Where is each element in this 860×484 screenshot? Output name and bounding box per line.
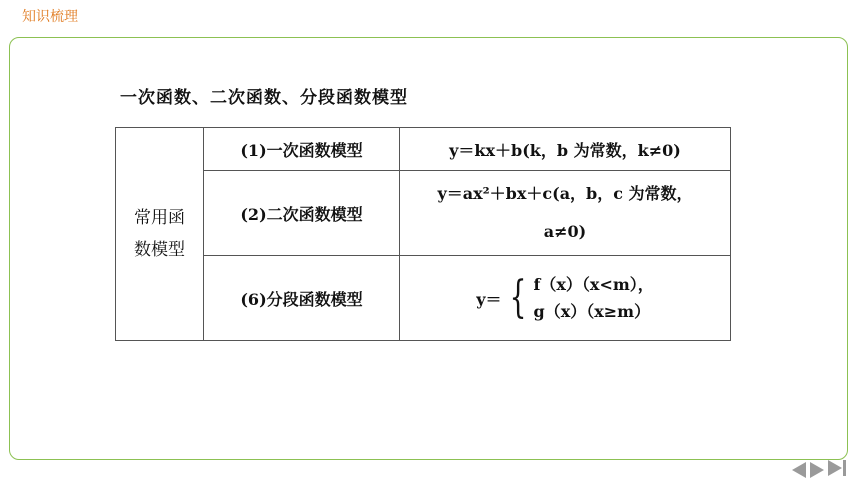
page-heading: 一次函数、二次函数、分段函数模型 — [120, 88, 408, 108]
category-cell — [116, 128, 204, 341]
category-line: 数模型 — [134, 240, 185, 260]
model-name-quadratic: (2)二次函数模型 — [204, 171, 400, 256]
formula-line: a≠0) — [543, 222, 587, 241]
piecewise-case: g（x）（x≥m） — [533, 302, 651, 321]
model-name-piecewise: (6)分段函数模型 — [204, 256, 400, 341]
function-model-table — [115, 127, 731, 341]
piecewise-cases — [534, 271, 654, 325]
model-name-linear: (1)一次函数模型 — [204, 128, 400, 171]
formula-line: y＝ax²＋bx＋c(a，b，c 为常数， — [437, 183, 693, 203]
left-brace-icon: { — [509, 272, 526, 323]
formula-quadratic — [400, 171, 731, 256]
triangle-right-icon[interactable] — [810, 462, 824, 478]
table-row — [116, 171, 731, 256]
piecewise-expression — [476, 271, 654, 325]
piecewise-lhs: y＝ — [476, 289, 502, 309]
piecewise-case: f（x）（x<m）， — [533, 274, 654, 294]
slide-navigation — [792, 460, 846, 480]
table-row — [116, 256, 731, 341]
table-row — [116, 128, 731, 171]
category-line: 常用函 — [134, 207, 185, 228]
formula-piecewise — [400, 256, 731, 341]
triangle-left-icon[interactable] — [792, 462, 806, 478]
section-tag: 知识梳理 — [22, 9, 78, 25]
skip-end-icon[interactable] — [828, 460, 846, 480]
formula-linear: y＝kx＋b(k，b 为常数，k≠0) — [400, 128, 731, 171]
